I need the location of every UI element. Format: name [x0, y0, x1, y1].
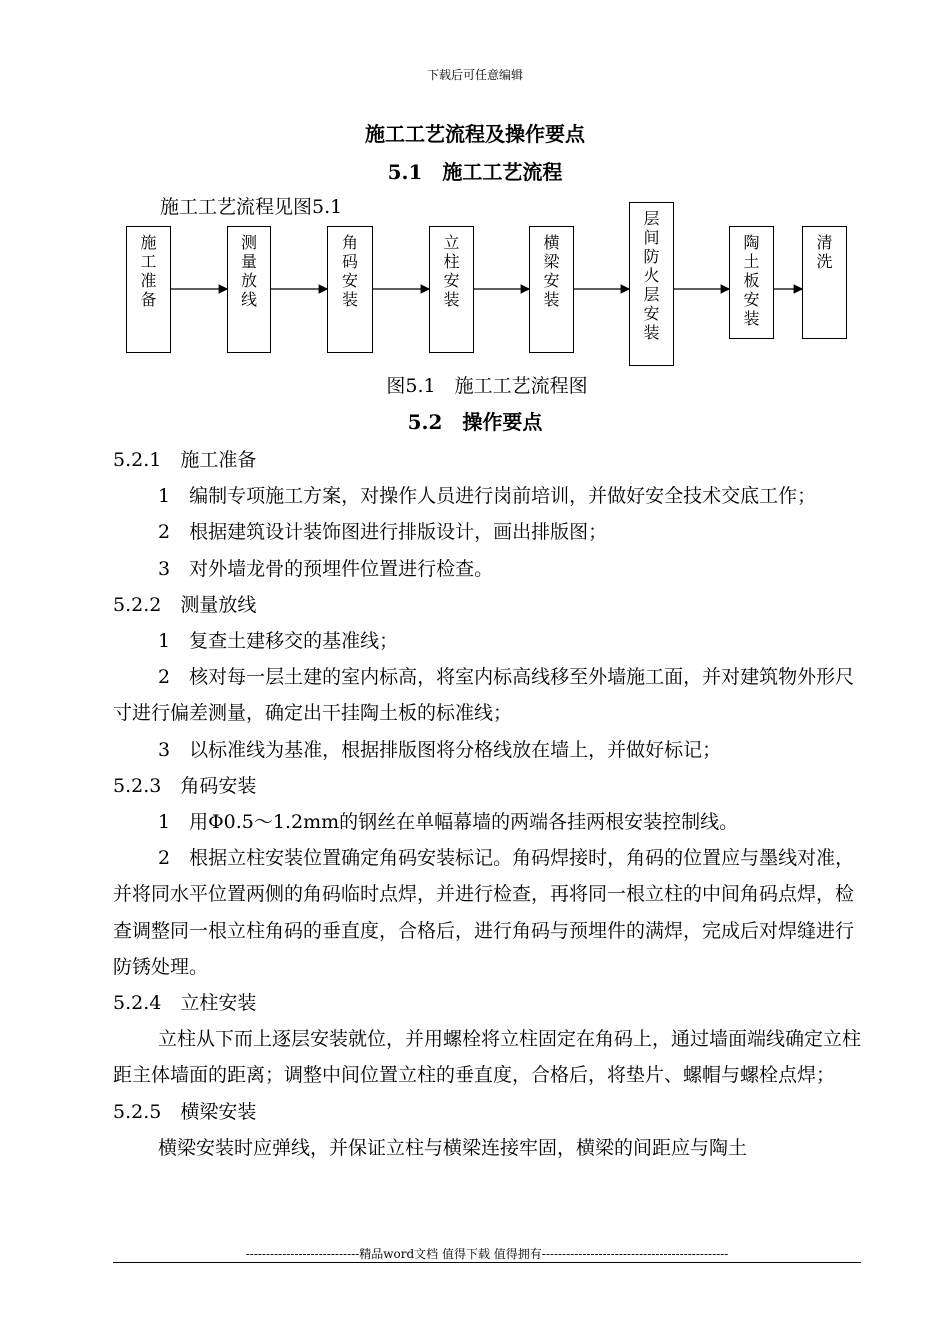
list-item: 2 根据立柱安装位置确定角码安装标记。角码焊接时，角码的位置应与墨线对准，并将同水平位置两侧的角码临时点焊，并进行检查，再将同一根立柱的中间角码点焊，检查调整同一根立柱角码的垂直度，合格后，进行角码与预埋件的满焊，完成后对焊缝进行防锈处理。 [113, 847, 855, 978]
page-footer: ----------------------------精品word文档 值得下载 值得拥有---------------------------------------------- [245, 1247, 729, 1261]
flow-step-label: 角码安装 [342, 233, 359, 309]
list-item: 2 核对每一层土建的室内标高，将室内标高线移至外墙施工面，并对建筑物外形尺寸进行偏差测量，确定出干挂陶土板的标准线； [113, 666, 855, 725]
flow-step-box [327, 226, 373, 353]
figure-caption: 图5.1 施工工艺流程图 [386, 375, 588, 397]
flow-step-box [227, 226, 271, 353]
flow-step-label: 立柱安装 [443, 233, 460, 309]
subsection-heading: 5.2.3 角码安装 [113, 774, 257, 797]
paragraph: 横梁安装时应弹线，并保证立柱与横梁连接牢固，横梁的间距应与陶土 [158, 1136, 748, 1159]
document-body [113, 442, 863, 1166]
list-item: 1 复查土建移交的基准线； [158, 630, 399, 653]
flow-step-box [126, 226, 171, 353]
flow-intro-text: 施工工艺流程见图5.1 [160, 196, 343, 218]
subsection-heading: 5.2.1 施工准备 [113, 449, 257, 471]
flow-step-box [529, 226, 574, 353]
flow-step-label: 测量放线 [241, 233, 258, 309]
flow-step-box [729, 226, 774, 339]
section-heading-5-2: 5.2 操作要点 [407, 410, 543, 434]
flow-step-label: 清洗 [816, 233, 833, 271]
list-item: 1 编制专项施工方案，对操作人员进行岗前培训，并做好安全技术交底工作； [158, 485, 817, 508]
flow-step-label: 层间防火层安装 [643, 209, 660, 342]
list-item: 2 根据建筑设计装饰图进行排版设计，画出排版图； [158, 521, 608, 544]
subsection-heading: 5.2.2 测量放线 [113, 593, 257, 616]
flow-step-box [802, 226, 847, 339]
list-item: 3 以标准线为基准，根据排版图将分格线放在墙上，并做好标记； [158, 738, 722, 761]
subsection-heading: 5.2.4 立柱安装 [113, 992, 257, 1015]
subsection-heading: 5.2.5 横梁安装 [113, 1100, 257, 1123]
flow-step-label: 横梁安装 [543, 233, 560, 309]
page-header: 下载后可任意编辑 [426, 68, 523, 82]
flow-step-label: 陶土板安装 [743, 233, 760, 328]
flow-step-label: 施工准备 [140, 233, 157, 309]
section-heading-5-1: 5.1 施工工艺流程 [387, 160, 563, 184]
list-item: 1 用Φ0.5～1.2mm的钢丝在单幅幕墙的两端各挂两根安装控制线。 [158, 811, 739, 834]
flow-step-box [429, 226, 474, 353]
paragraph: 立柱从下而上逐层安装就位，并用螺栓将立柱固定在角码上，通过墙面端线确定立柱距主体墙面的距离；调整中间位置立柱的垂直度，合格后，将垫片、螺帽与螺栓点焊； [113, 1028, 862, 1087]
document-title: 施工工艺流程及操作要点 [365, 122, 585, 146]
flow-step-box [629, 202, 674, 366]
list-item: 3 对外墙龙骨的预埋件位置进行检查。 [158, 557, 494, 580]
footer-rule [113, 1262, 861, 1263]
